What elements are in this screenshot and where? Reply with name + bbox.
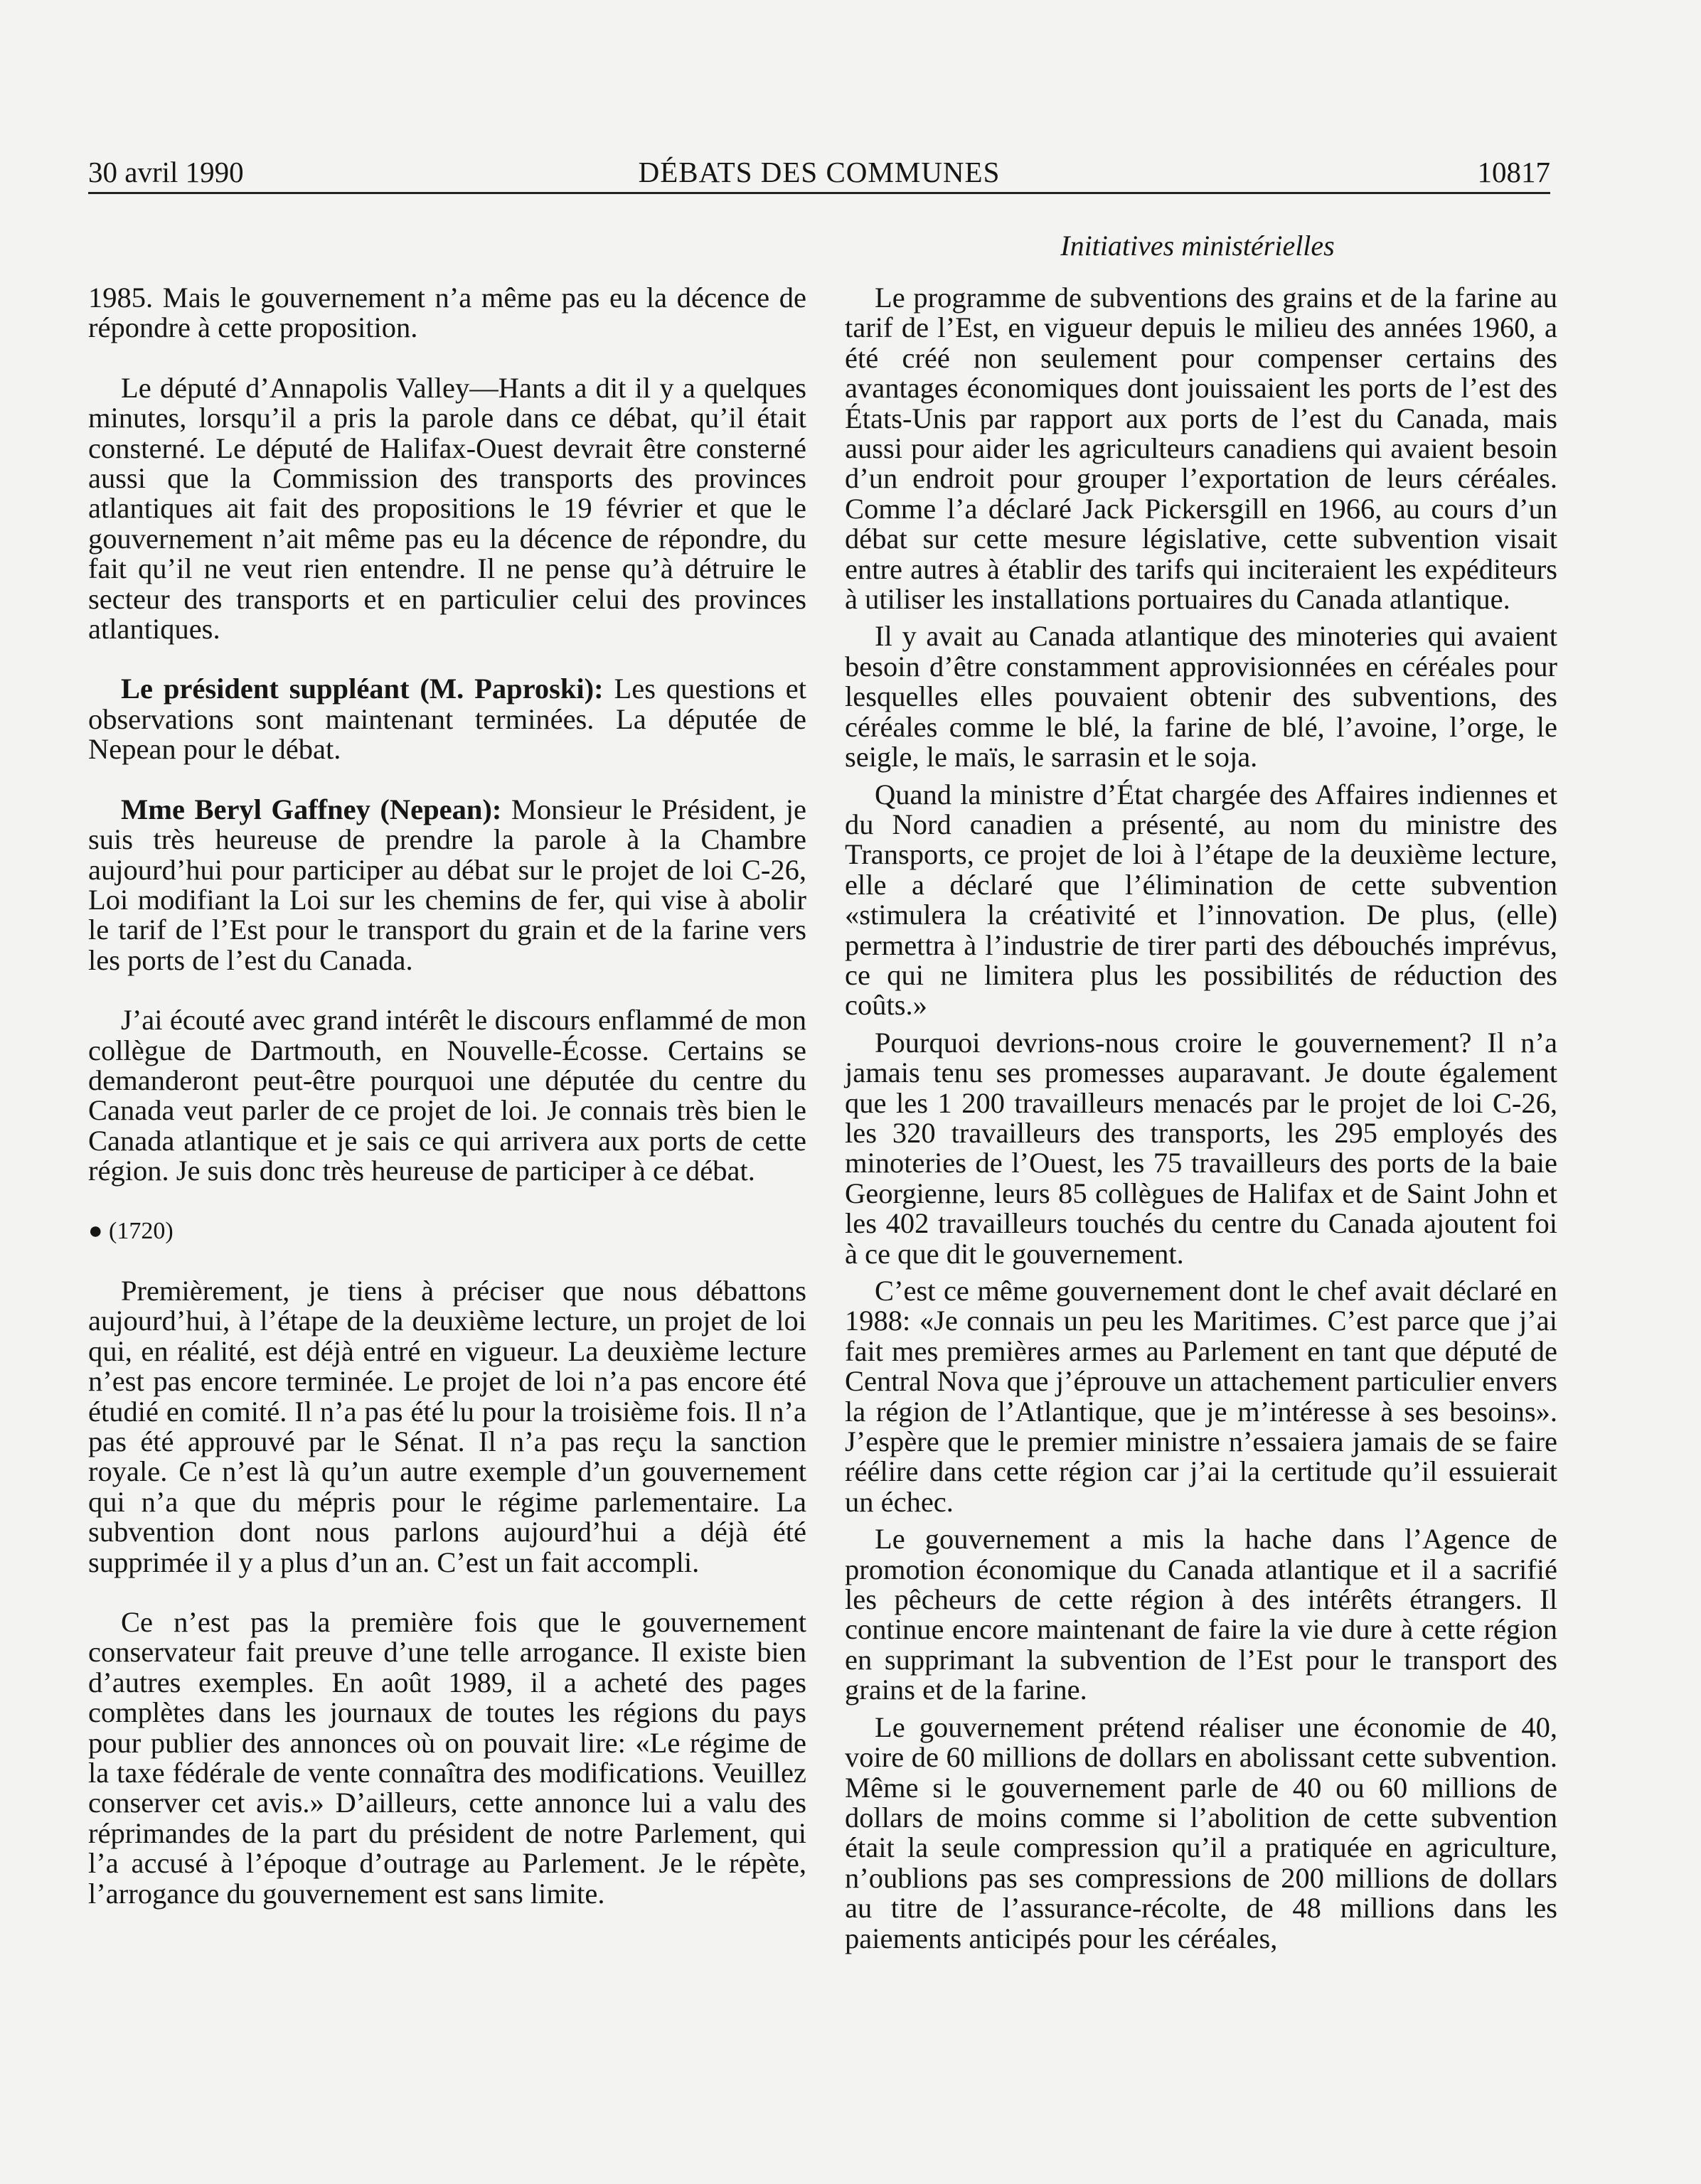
- running-header: [88, 152, 1550, 194]
- time-marker-text: (1720): [109, 1217, 174, 1244]
- paragraph: C’est ce même gouvernement dont le chef avait déclaré en 1988: «Je connais un peu les Maritimes. C’est parce que j’ai fait mes premières armes au Parlement en tant que député de Central Nova que j’éprouve un attachement particulier envers la région de l’Atlantique, que je m’intéresse à ses besoins». J’espère que le premier ministre n’essaiera jamais de se faire réélire dans cette région car j’ai la certitude qu’il essuierait un échec.: [845, 1275, 1557, 1518]
- paragraph: Le gouvernement prétend réaliser une économie de 40, voire de 60 millions de dollars en abolissant cette subvention. Même si le gouvernement parle de 40 ou 60 millions de dollars de moins comme si l’abolition de cette subvention était la seule compression qu’il a pratiquée en agriculture, n’oublions pas ses compressions de 200 millions de dollars au titre de l’assurance-récolte, de 48 millions dans les paiements anticipés pour les céréales,: [845, 1711, 1557, 1954]
- header-title: DÉBATS DES COMMUNES: [638, 156, 1001, 188]
- speech-text: Les questions et observations sont maintenant terminées. La députée de Nepean pour le débat.: [88, 673, 806, 766]
- paragraph: Quand la ministre d’État chargée des Affaires indiennes et du Nord canadien a présenté, au nom du ministre des Transports, ce projet de loi à l’étape de la deuxième lecture, elle a déclaré que l’élimination de cette subvention «stimulera la créativité et l’innovation. De plus, (elle) permettra à l’industrie de tirer parti des débouchés imprévus, ce qui ne limitera plus les possibilités de réduction des coûts.»: [845, 778, 1557, 1022]
- paragraph: Pourquoi devrions-nous croire le gouvernement? Il n’a jamais tenu ses promesses auparavant. Je doute également que les 1 200 travailleurs menacés par le projet de loi C-26, les 320 travailleurs des transports, les 295 employés des minoteries de l’Ouest, les 75 travailleurs des ports de la baie Georgienne, leurs 85 collègues de Halifax et de Saint John et les 402 travailleurs touchés du centre du Canada ajoutent foi à ce que dit le gouvernement.: [845, 1026, 1557, 1270]
- paragraph: J’ai écouté avec grand intérêt le discours enflammé de mon collègue de Dartmouth, en Nouvelle-Écosse. Certains se demanderont peut-être pourquoi une députée du centre du Canada veut parler de ce projet de loi. Je connais très bien le Canada atlantique et je sais ce qui arrivera aux ports de cette région. Je suis donc très heureuse de participer à ce débat.: [88, 1004, 806, 1187]
- paragraph: Il y avait au Canada atlantique des minoteries qui avaient besoin d’être constamment approvisionnées en céréales pour lesquelles elles pouvaient obtenir des subventions, des céréales comme le blé, la farine de blé, l’avoine, l’orge, le seigle, le maïs, le sarrasin et le soja.: [845, 620, 1557, 774]
- page-number: 10817: [1477, 156, 1550, 188]
- paragraph: Le gouvernement a mis la hache dans l’Agence de promotion économique du Canada atlantique et il a sacrifié les pêcheurs de cette région à des intérêts étrangers. Il continue encore maintenant de faire la vie dure à cette région en supprimant la subvention de l’Est pour le transport des grains et de la farine.: [845, 1523, 1557, 1706]
- speech-text: Monsieur le Président, je suis très heureuse de prendre la parole à la Chambre aujourd’hui pour participer au débat sur le projet de loi C-26, Loi modifiant la Loi sur les chemins de fer, qui vise à abolir le tarif de l’Est pour le transport du grain et de la farine vers les ports de l’est du Canada.: [88, 793, 806, 976]
- header-date: 30 avril 1990: [88, 156, 244, 188]
- right-column: [845, 283, 1557, 1954]
- section-label: Initiatives ministérielles: [1060, 230, 1335, 262]
- left-column: [88, 283, 806, 1909]
- paragraph: [88, 795, 806, 975]
- paragraph: [88, 674, 806, 764]
- paragraph: Premièrement, je tiens à préciser que nous débattons aujourd’hui, à l’étape de la deuxième lecture, un projet de loi qui, en réalité, est déjà entré en vigueur. La deuxième lecture n’est pas encore terminée. Le projet de loi n’a pas encore été étudié en comité. Il n’a pas été lu pour la troisième fois. Il n’a pas été approuvé par le Sénat. Il n’a pas reçu la sanction royale. Ce n’est là qu’un autre exemple d’un gouvernement qui n’a que du mépris pour le régime parlementaire. La subvention dont nous parlons aujourd’hui a déjà été supprimée il y a plus d’un an. C’est un fait accompli.: [88, 1274, 806, 1578]
- paragraph: Le programme de subventions des grains et de la farine au tarif de l’Est, en vigueur depuis le milieu des années 1960, a été créé non seulement pour compenser certains des avantages économiques dont jouissaient les ports de l’est des États-Unis par rapport aux ports de l’est du Canada, mais aussi pour aider les agriculteurs canadiens qui avaient besoin d’un endroit pour grouper l’exportation de leurs céréales. Comme l’a déclaré Jack Pickersgill en 1966, au cours d’un débat sur cette mesure législative, cette subvention visait entre autres à établir des tarifs qui inciteraient les expéditeurs à utiliser les installations portuaires du Canada atlantique.: [845, 282, 1557, 616]
- speaker-name: Le président suppléant (M. Paproski):: [121, 673, 604, 705]
- paragraph: Ce n’est pas la première fois que le gouvernement conservateur fait preuve d’une telle arrogance. Il existe bien d’autres exemples. En août 1989, il a acheté des pages complètes dans les journaux de toutes les régions du pays pour publier des annonces où on pouvait lire: «Le régime de la taxe fédérale de vente connaîtra des modifications. Veuillez conserver cet avis.» D’ailleurs, cette annonce lui a valu des réprimandes de la part du président de notre Parlement, qui l’a accusé à l’époque d’outrage au Parlement. Je le répète, l’arrogance du gouvernement est sans limite.: [88, 1606, 806, 1910]
- bullet-icon: ●: [88, 1217, 103, 1244]
- speaker-name: Mme Beryl Gaffney (Nepean):: [121, 793, 502, 825]
- time-marker: [88, 1216, 806, 1246]
- paragraph: 1985. Mais le gouvernement n’a même pas eu la décence de répondre à cette proposition.: [88, 282, 806, 344]
- paragraph: Le député d’Annapolis Valley—Hants a dit il y a quelques minutes, lorsqu’il a pris la parole dans ce débat, qu’il était consterné. Le député de Halifax-Ouest devrait être consterné aussi que la Commission des transports des provinces atlantiques ait fait des propositions le 19 février et que le gouvernement n’ait même pas eu la décence de répondre, du fait qu’il ne veut rien entendre. Il ne pense qu’à détruire le secteur des transports et en particulier celui des provinces atlantiques.: [88, 371, 806, 646]
